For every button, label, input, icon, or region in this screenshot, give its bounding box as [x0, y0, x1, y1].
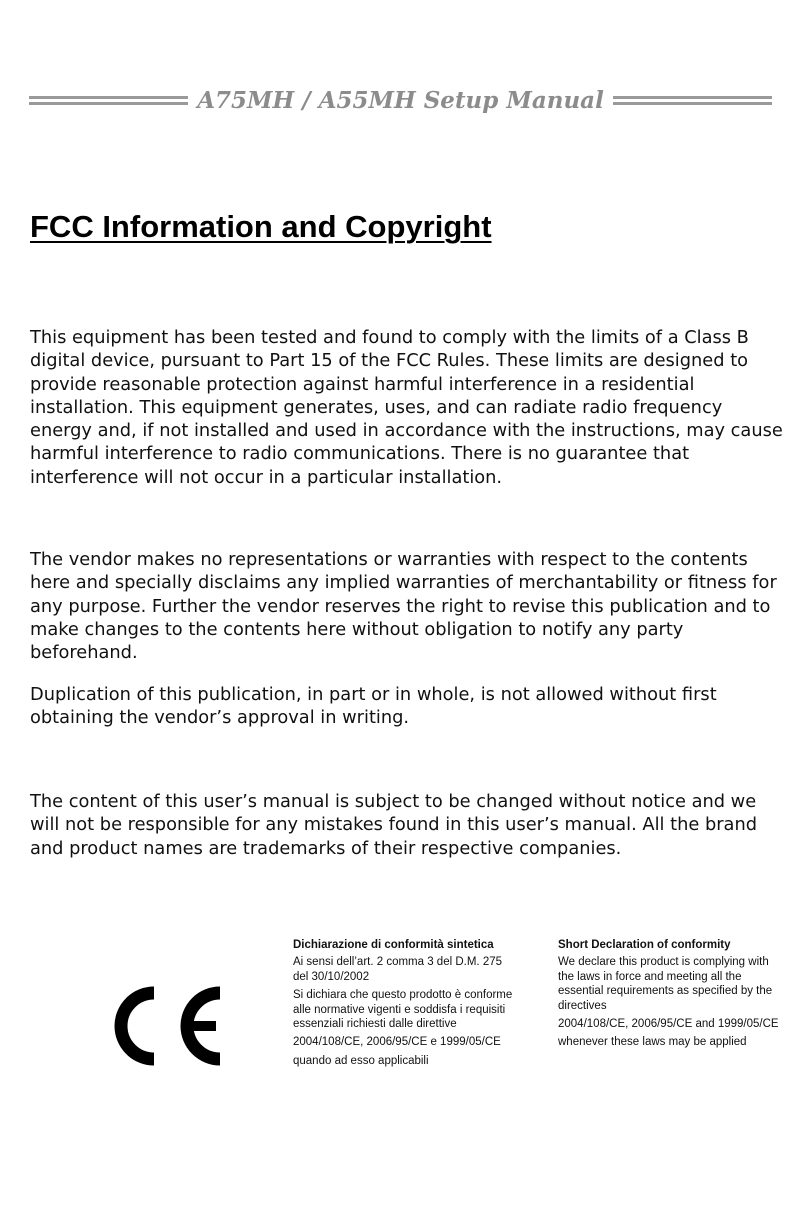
- header-rule-right: [613, 95, 772, 106]
- declaration-italian-line: Ai sensi dell’art. 2 comma 3 del D.M. 275 del 30/10/2002: [293, 956, 503, 983]
- page-title: FCC Information and Copyright: [30, 209, 492, 244]
- fcc-compliance-paragraph: This equipment has been tested and found to comply with the limits of a Class B digital device, pursuant to Part 15 of the FCC Rules. These limits are designed to provide reasonable protection against harmful interference in a residential installation. This equipment generates, uses, and can radiate radio frequency energy and, if not installed and used in accordance with the instructions, may cause harmful interference to radio communications. There is no guarantee that interference will not occur in a particular installation.: [30, 327, 783, 488]
- declaration-english: [558, 938, 783, 1054]
- header-rule-left: [29, 95, 188, 106]
- declaration-italian: [293, 938, 515, 1072]
- declaration-english-line: We declare this product is complying with the laws in force and meeting all the essential requirements as specified by the directives: [558, 956, 773, 1012]
- duplication-notice-paragraph: Duplication of this publication, in part or in whole, is not allowed without first obtaining the vendor’s approval in writing.: [30, 684, 717, 729]
- declaration-italian-line: 2004/108/CE, 2006/95/CE e 1999/05/CE: [293, 1036, 501, 1049]
- declaration-english-heading: Short Declaration of conformity: [558, 939, 731, 951]
- declaration-italian-heading: Dichiarazione di conformità sintetica: [293, 939, 494, 951]
- declaration-italian-line: Si dichiara che questo prodotto è conforme alle normative vigenti e soddisfa i requisiti essenziali richiesti dalle direttive: [293, 989, 513, 1031]
- manual-title: A75MH / A55MH Setup Manual: [197, 86, 604, 114]
- ce-mark-icon: [102, 982, 228, 1070]
- trademark-notice-paragraph: The content of this user’s manual is subject to be changed without notice and we will not be responsible for any mistakes found in this user’s manual. All the brand and product names are trademarks of their respective companies.: [30, 791, 758, 859]
- declaration-italian-line: quando ad esso applicabili: [293, 1054, 429, 1067]
- declaration-english-line: 2004/108/CE, 2006/95/CE and 1999/05/CE: [558, 1018, 779, 1031]
- manual-header: [29, 84, 772, 116]
- declaration-english-line: whenever these laws may be applied: [558, 1036, 747, 1049]
- warranty-disclaimer-paragraph: The vendor makes no representations or warranties with respect to the contents here and specially disclaims any implied warranties of merchantability or fitness for any purpose. Further the vendor reserves the right to revise this publication and to make changes to the contents here without obligation to notify any party beforehand.: [30, 549, 777, 664]
